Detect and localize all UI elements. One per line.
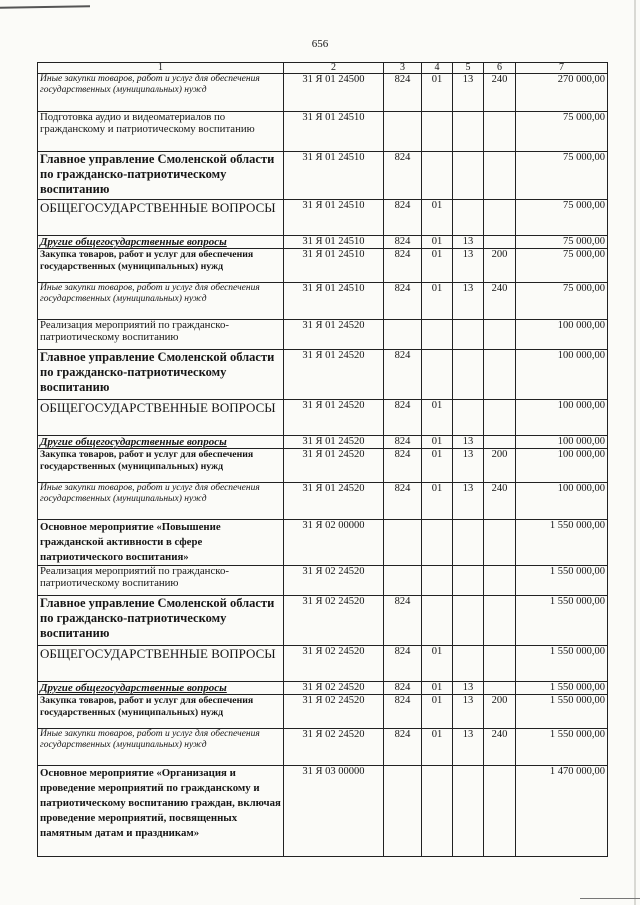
expense-type-cell [484,400,516,436]
amount-cell: 75 000,00 [516,249,608,283]
amount-cell: 100 000,00 [516,483,608,520]
table-body [38,74,608,857]
section-code-cell [422,520,453,566]
name-cell: Иные закупки товаров, работ и услуг для обеспечения государственных (муниципальных) нужд [38,283,284,320]
admin-code-cell: 824 [384,283,422,320]
amount-cell: 100 000,00 [516,436,608,449]
name-cell: Иные закупки товаров, работ и услуг для обеспечения государственных (муниципальных) нужд [38,729,284,766]
name-cell: Подготовка аудио и видеоматериалов по гражданскому и патриотическому воспитанию [38,112,284,152]
section-code-cell: 01 [422,449,453,483]
amount-cell: 1 470 000,00 [516,766,608,857]
target-code-cell: 31 Я 01 24510 [284,200,384,236]
column-header: 7 [516,63,608,74]
table-row [38,646,608,682]
subsection-code-cell: 13 [453,436,484,449]
target-code-cell: 31 Я 01 24500 [284,74,384,112]
target-code-cell: 31 Я 01 24510 [284,283,384,320]
admin-code-cell: 824 [384,695,422,729]
expense-type-cell: 240 [484,729,516,766]
target-code-cell: 31 Я 02 24520 [284,729,384,766]
amount-cell: 1 550 000,00 [516,682,608,695]
table-row [38,320,608,350]
section-code-cell [422,152,453,200]
amount-cell: 1 550 000,00 [516,520,608,566]
target-code-cell: 31 Я 01 24510 [284,249,384,283]
amount-cell: 1 550 000,00 [516,695,608,729]
admin-code-cell: 824 [384,200,422,236]
admin-code-cell: 824 [384,400,422,436]
target-code-cell: 31 Я 02 24520 [284,566,384,596]
table-row [38,483,608,520]
admin-code-cell: 824 [384,729,422,766]
subsection-code-cell [453,766,484,857]
expense-type-cell [484,350,516,400]
subsection-code-cell: 13 [453,283,484,320]
table-row [38,520,608,566]
section-code-cell [422,596,453,646]
column-header: 3 [384,63,422,74]
name-cell: ОБЩЕГОСУДАРСТВЕННЫЕ ВОПРОСЫ [38,400,284,436]
expense-type-cell [484,112,516,152]
table-row [38,236,608,249]
subsection-code-cell: 13 [453,729,484,766]
name-cell: Основное мероприятие «Повышение гражданской активности в сфере патриотического воспитания» [38,520,284,566]
expense-type-cell [484,646,516,682]
name-cell: Закупка товаров, работ и услуг для обеспечения государственных (муниципальных) нужд [38,695,284,729]
column-header: 2 [284,63,384,74]
admin-code-cell: 824 [384,483,422,520]
admin-code-cell [384,112,422,152]
name-cell: Главное управление Смоленской области по гражданско-патриотическому воспитанию [38,152,284,200]
name-cell: Другие общегосударственные вопросы [38,436,284,449]
table-row [38,200,608,236]
admin-code-cell [384,520,422,566]
table-row [38,596,608,646]
section-code-cell: 01 [422,200,453,236]
expense-type-cell: 200 [484,249,516,283]
table-row [38,729,608,766]
subsection-code-cell [453,152,484,200]
amount-cell: 1 550 000,00 [516,646,608,682]
section-code-cell: 01 [422,695,453,729]
expense-type-cell [484,596,516,646]
section-code-cell: 01 [422,236,453,249]
expense-type-cell [484,200,516,236]
name-cell: Закупка товаров, работ и услуг для обеспечения государственных (муниципальных) нужд [38,249,284,283]
expense-type-cell: 240 [484,74,516,112]
target-code-cell: 31 Я 01 24520 [284,350,384,400]
target-code-cell: 31 Я 01 24520 [284,483,384,520]
subsection-code-cell [453,112,484,152]
section-code-cell: 01 [422,283,453,320]
subsection-code-cell: 13 [453,236,484,249]
table-row [38,112,608,152]
subsection-code-cell [453,596,484,646]
amount-cell: 75 000,00 [516,152,608,200]
admin-code-cell: 824 [384,646,422,682]
table-row [38,682,608,695]
name-cell: ОБЩЕГОСУДАРСТВЕННЫЕ ВОПРОСЫ [38,200,284,236]
admin-code-cell [384,766,422,857]
target-code-cell: 31 Я 01 24520 [284,400,384,436]
amount-cell: 1 550 000,00 [516,596,608,646]
amount-cell: 270 000,00 [516,74,608,112]
admin-code-cell [384,566,422,596]
subsection-code-cell [453,400,484,436]
scan-edge-bottom [580,898,640,899]
table-row [38,766,608,857]
section-code-cell: 01 [422,483,453,520]
section-code-cell [422,112,453,152]
column-header: 1 [38,63,284,74]
admin-code-cell: 824 [384,350,422,400]
subsection-code-cell: 13 [453,483,484,520]
section-code-cell: 01 [422,729,453,766]
amount-cell: 1 550 000,00 [516,566,608,596]
expense-type-cell [484,152,516,200]
name-cell: Основное мероприятие «Организация и проведение мероприятий по гражданскому и патриотическому воспитанию граждан, включая проведение мероприятий, посвященных памятным датам и праздникам» [38,766,284,857]
expense-type-cell [484,682,516,695]
subsection-code-cell: 13 [453,695,484,729]
amount-cell: 75 000,00 [516,236,608,249]
subsection-code-cell: 13 [453,249,484,283]
section-code-cell: 01 [422,400,453,436]
name-cell: Другие общегосударственные вопросы [38,682,284,695]
admin-code-cell: 824 [384,74,422,112]
table-row [38,449,608,483]
column-header: 4 [422,63,453,74]
expense-type-cell [484,236,516,249]
amount-cell: 75 000,00 [516,200,608,236]
page-number: 656 [311,38,329,50]
table-row [38,283,608,320]
table-row [38,695,608,729]
name-cell: Иные закупки товаров, работ и услуг для обеспечения государственных (муниципальных) нужд [38,483,284,520]
target-code-cell: 31 Я 01 24510 [284,236,384,249]
target-code-cell: 31 Я 01 24520 [284,436,384,449]
subsection-code-cell [453,350,484,400]
section-code-cell: 01 [422,436,453,449]
target-code-cell: 31 Я 02 24520 [284,596,384,646]
name-cell: Закупка товаров, работ и услуг для обеспечения государственных (муниципальных) нужд [38,449,284,483]
column-header-row [38,63,608,74]
section-code-cell: 01 [422,249,453,283]
table-row [38,74,608,112]
admin-code-cell: 824 [384,449,422,483]
target-code-cell: 31 Я 03 00000 [284,766,384,857]
target-code-cell: 31 Я 01 24520 [284,320,384,350]
column-header: 6 [484,63,516,74]
table-row [38,400,608,436]
target-code-cell: 31 Я 02 00000 [284,520,384,566]
target-code-cell: 31 Я 01 24510 [284,152,384,200]
expense-type-cell: 200 [484,449,516,483]
target-code-cell: 31 Я 02 24520 [284,646,384,682]
subsection-code-cell [453,520,484,566]
subsection-code-cell: 13 [453,682,484,695]
section-code-cell: 01 [422,646,453,682]
name-cell: ОБЩЕГОСУДАРСТВЕННЫЕ ВОПРОСЫ [38,646,284,682]
budget-table [37,62,608,857]
scan-edge-right [634,0,636,905]
expense-type-cell [484,566,516,596]
section-code-cell: 01 [422,74,453,112]
expense-type-cell [484,320,516,350]
section-code-cell [422,350,453,400]
amount-cell: 1 550 000,00 [516,729,608,766]
subsection-code-cell [453,566,484,596]
section-code-cell [422,320,453,350]
admin-code-cell: 824 [384,152,422,200]
admin-code-cell: 824 [384,682,422,695]
table-row [38,436,608,449]
amount-cell: 100 000,00 [516,449,608,483]
target-code-cell: 31 Я 01 24520 [284,449,384,483]
subsection-code-cell: 13 [453,449,484,483]
admin-code-cell: 824 [384,249,422,283]
target-code-cell: 31 Я 02 24520 [284,682,384,695]
name-cell: Реализация мероприятий по гражданско-патриотическому воспитанию [38,566,284,596]
section-code-cell: 01 [422,682,453,695]
admin-code-cell [384,320,422,350]
table-row [38,249,608,283]
table-row [38,566,608,596]
admin-code-cell: 824 [384,436,422,449]
name-cell: Реализация мероприятий по гражданско-патриотическому воспитанию [38,320,284,350]
name-cell: Главное управление Смоленской области по гражданско-патриотическому воспитанию [38,350,284,400]
expense-type-cell: 200 [484,695,516,729]
target-code-cell: 31 Я 02 24520 [284,695,384,729]
amount-cell: 100 000,00 [516,320,608,350]
name-cell: Главное управление Смоленской области по гражданско-патриотическому воспитанию [38,596,284,646]
subsection-code-cell [453,320,484,350]
table-row [38,350,608,400]
expense-type-cell: 240 [484,483,516,520]
table-row [38,152,608,200]
admin-code-cell: 824 [384,236,422,249]
scan-edge-top [0,0,90,9]
name-cell: Другие общегосударственные вопросы [38,236,284,249]
amount-cell: 75 000,00 [516,112,608,152]
subsection-code-cell [453,200,484,236]
section-code-cell [422,566,453,596]
amount-cell: 100 000,00 [516,350,608,400]
expense-type-cell [484,520,516,566]
amount-cell: 100 000,00 [516,400,608,436]
subsection-code-cell [453,646,484,682]
expense-type-cell [484,436,516,449]
expense-type-cell: 240 [484,283,516,320]
target-code-cell: 31 Я 01 24510 [284,112,384,152]
admin-code-cell: 824 [384,596,422,646]
amount-cell: 75 000,00 [516,283,608,320]
column-header: 5 [453,63,484,74]
name-cell: Иные закупки товаров, работ и услуг для обеспечения государственных (муниципальных) нужд [38,74,284,112]
subsection-code-cell: 13 [453,74,484,112]
section-code-cell [422,766,453,857]
expense-type-cell [484,766,516,857]
